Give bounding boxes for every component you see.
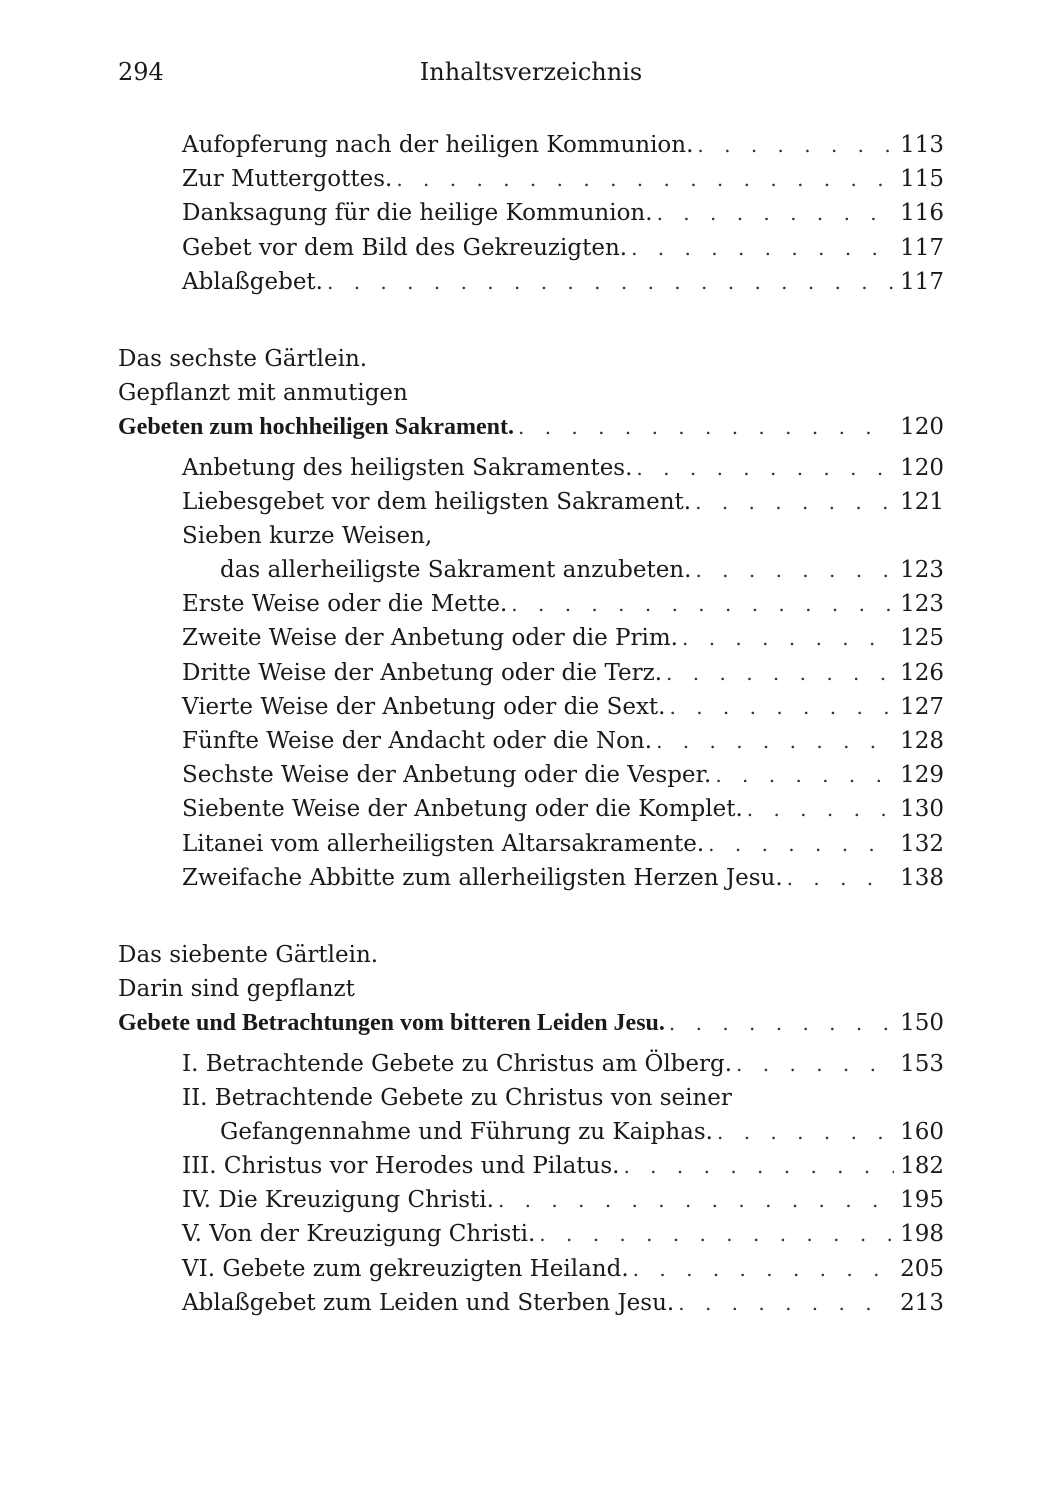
section-heading: Gebete und Betrachtungen vom bitteren Leiden Jesu. xyxy=(118,1010,665,1037)
toc-entry-title: V. Von der Kreuzigung Christi. xyxy=(182,1221,536,1248)
leader-dots xyxy=(327,265,894,299)
toc-entry xyxy=(182,656,944,690)
leader-dots xyxy=(657,196,895,230)
section-heading-entry xyxy=(118,1006,944,1040)
toc-entry-page: 123 xyxy=(900,591,944,618)
toc-entry xyxy=(182,128,944,162)
toc-entry-page: 182 xyxy=(900,1153,944,1180)
toc-entry-page: 121 xyxy=(900,488,944,515)
toc-entry xyxy=(182,1047,944,1081)
leader-dots xyxy=(669,690,894,724)
leader-dots xyxy=(656,724,894,758)
toc-entry-page: 195 xyxy=(900,1187,944,1214)
leader-dots xyxy=(682,621,894,655)
section-intro-line: Gepflanzt mit anmutigen xyxy=(118,380,408,407)
toc-entry-title: Zweifache Abbitte zum allerheiligsten Herzen Jesu. xyxy=(182,864,783,891)
toc-entry-continuation xyxy=(220,1115,944,1149)
toc-section-6 xyxy=(0,342,1063,895)
toc-entry xyxy=(182,1217,944,1251)
toc-group-continued xyxy=(0,128,1063,299)
leader-dots xyxy=(717,1115,894,1149)
table-of-contents xyxy=(0,128,1063,1320)
leader-dots xyxy=(396,162,894,196)
toc-section-7 xyxy=(0,938,1063,1320)
section-intro-line: Das siebente Gärtlein. xyxy=(118,941,379,968)
toc-entry-title: Ablaßgebet. xyxy=(182,268,323,295)
leader-dots xyxy=(697,128,894,162)
toc-entry-title: Fünfte Weise der Andacht oder die Non. xyxy=(182,728,653,754)
toc-entry-page: 205 xyxy=(900,1255,944,1282)
leader-dots xyxy=(669,1006,894,1040)
leader-dots xyxy=(518,410,894,444)
toc-entry xyxy=(182,1286,944,1320)
leader-dots xyxy=(633,1252,894,1286)
toc-entry xyxy=(182,231,944,265)
toc-entry-title: Anbetung des heiligsten Sakramentes. xyxy=(182,454,633,481)
toc-entry xyxy=(182,587,944,621)
toc-entry xyxy=(182,485,944,519)
toc-entry-title: IV. Die Kreuzigung Christi. xyxy=(182,1187,494,1214)
section-heading-entry xyxy=(118,410,944,444)
toc-entry-title: Zur Muttergottes. xyxy=(182,166,393,193)
toc-entry-first-line: Sieben kurze Weisen, xyxy=(182,522,433,549)
toc-entry-title: Vierte Weise der Anbetung oder die Sext. xyxy=(182,693,666,720)
toc-entry-title: Sechste Weise der Anbetung oder die Vesper. xyxy=(182,762,712,789)
section-spacer xyxy=(0,895,1063,938)
toc-entry-page: 160 xyxy=(900,1118,944,1145)
toc-entry xyxy=(182,621,944,655)
toc-entry xyxy=(182,1183,944,1217)
toc-entry xyxy=(182,162,944,196)
toc-entry-page: 113 xyxy=(900,132,944,158)
toc-entry-page: 120 xyxy=(900,414,944,441)
toc-entry-page: 150 xyxy=(900,1010,944,1037)
toc-entry-title: Zweite Weise der Anbetung oder die Prim. xyxy=(182,625,678,652)
toc-entry-title: VI. Gebete zum gekreuzigten Heiland. xyxy=(182,1255,629,1282)
running-title: Inhaltsverzeichnis xyxy=(419,58,643,86)
toc-entry-page: 126 xyxy=(900,659,944,686)
toc-entry-title: Siebente Weise der Anbetung oder die Komplet. xyxy=(182,796,743,823)
toc-entry-title: Litanei vom allerheiligsten Altarsakramente. xyxy=(182,830,705,857)
toc-entry-page: 128 xyxy=(900,728,944,754)
toc-entry xyxy=(182,1149,944,1183)
leader-dots xyxy=(747,792,894,826)
toc-entry-page: 125 xyxy=(900,625,944,652)
running-head xyxy=(118,58,944,92)
section-spacer xyxy=(0,299,1063,342)
leader-dots xyxy=(623,1149,894,1183)
toc-entry-title: Gebet vor dem Bild des Gekreuzigten. xyxy=(182,234,628,261)
leader-dots xyxy=(631,231,894,265)
leader-dots xyxy=(498,1183,894,1217)
toc-entry xyxy=(182,196,944,230)
toc-entry-title: III. Christus vor Herodes und Pilatus. xyxy=(182,1153,620,1180)
toc-entry-title: Ablaßgebet zum Leiden und Sterben Jesu. xyxy=(182,1289,675,1316)
toc-entry xyxy=(182,690,944,724)
toc-entry-page: 138 xyxy=(900,864,944,891)
leader-dots xyxy=(539,1217,894,1251)
toc-entry-title: Liebesgebet vor dem heiligsten Sakrament. xyxy=(182,488,692,515)
toc-entry-title: Erste Weise oder die Mette. xyxy=(182,591,508,618)
toc-entry xyxy=(182,792,944,826)
toc-entry-page: 198 xyxy=(900,1221,944,1248)
toc-entry-page: 117 xyxy=(900,268,944,295)
toc-entry-title: Gefangennahme und Führung zu Kaiphas. xyxy=(220,1118,713,1145)
toc-entry xyxy=(182,724,944,758)
toc-entry-page: 129 xyxy=(900,762,944,789)
leader-dots xyxy=(511,587,894,621)
leader-dots xyxy=(787,861,894,895)
toc-entry-title: Danksagung für die heilige Kommunion. xyxy=(182,200,653,227)
toc-entry-page: 120 xyxy=(900,454,944,481)
leader-dots xyxy=(695,485,894,519)
toc-entry-page: 117 xyxy=(900,234,944,261)
leader-dots xyxy=(736,1047,894,1081)
toc-entry xyxy=(182,758,944,792)
toc-entry xyxy=(182,827,944,861)
toc-entry-title: Dritte Weise der Anbetung oder die Terz. xyxy=(182,659,663,686)
toc-entry-page: 116 xyxy=(900,200,944,227)
toc-entry-page: 213 xyxy=(900,1289,944,1316)
toc-entry-page: 130 xyxy=(900,796,944,823)
page-number: 294 xyxy=(118,58,164,86)
toc-entry-page: 132 xyxy=(900,830,944,857)
leader-dots xyxy=(695,553,894,587)
toc-entry-title: das allerheiligste Sakrament anzubeten. xyxy=(220,557,692,584)
toc-entry-continuation xyxy=(220,553,944,587)
section-intro-line: Darin sind gepflanzt xyxy=(118,976,355,1003)
toc-entry-page: 123 xyxy=(900,557,944,584)
leader-dots xyxy=(666,656,894,690)
toc-entry-first-line: II. Betrachtende Gebete zu Christus von seiner xyxy=(182,1084,732,1111)
toc-entry-page: 115 xyxy=(900,166,944,193)
leader-dots xyxy=(678,1286,894,1320)
toc-entry-title: I. Betrachtende Gebete zu Christus am Ölberg. xyxy=(182,1050,733,1077)
section-heading: Gebeten zum hochheiligen Sakrament. xyxy=(118,414,514,441)
toc-entry xyxy=(182,861,944,895)
leader-dots xyxy=(715,758,894,792)
toc-entry-title: Aufopferung nach der heiligen Kommunion. xyxy=(182,132,694,158)
toc-entry-page: 127 xyxy=(900,693,944,720)
toc-entry xyxy=(182,1252,944,1286)
leader-dots xyxy=(636,451,894,485)
toc-entry-page: 153 xyxy=(900,1050,944,1077)
leader-dots xyxy=(708,827,894,861)
toc-entry xyxy=(182,265,944,299)
section-intro-line: Das sechste Gärtlein. xyxy=(118,345,368,372)
toc-entry xyxy=(182,451,944,485)
